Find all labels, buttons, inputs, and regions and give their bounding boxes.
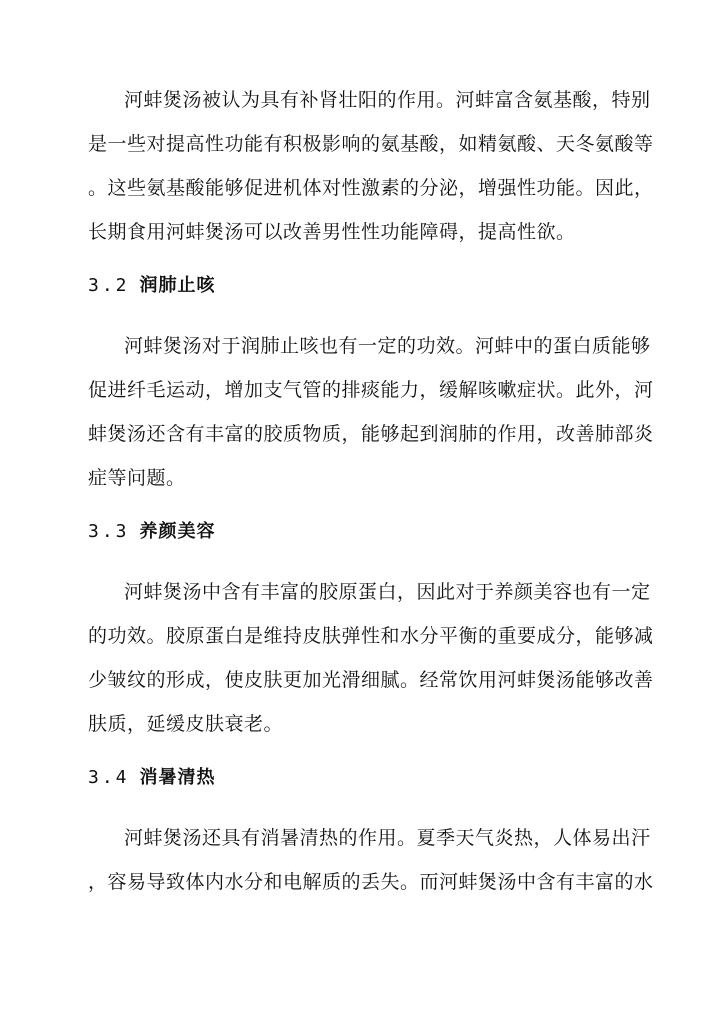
section-number: 3.4 [88, 767, 130, 788]
body-text-line: 症等问题。 [88, 467, 186, 489]
body-text-line: 蚌煲汤还含有丰富的胶质物质，能够起到润肺的作用，改善肺部炎 [88, 423, 654, 445]
body-text-line: 河蚌煲汤中含有丰富的胶原蛋白，因此对于养颜美容也有一定 [124, 581, 651, 603]
body-text-line: 肤质，延缓皮肤衰老。 [88, 713, 284, 735]
body-text-line: 少皱纹的形成，使皮肤更加光滑细腻。经常饮用河蚌煲汤能够改善 [88, 669, 654, 691]
section-heading-3-2 [88, 273, 216, 299]
body-text-line: 促进纤毛运动，增加支气管的排痰能力，缓解咳嗽症状。此外，河 [88, 379, 654, 401]
section-heading-3-3 [88, 519, 216, 545]
body-text-line: 河蚌煲汤被认为具有补肾壮阳的作用。河蚌富含氨基酸，特别 [124, 89, 651, 111]
section-title: 润肺止咳 [139, 275, 216, 296]
body-text-line: 河蚌煲汤还具有消暑清热的作用。夏季天气炎热，人体易出汗 [124, 827, 651, 849]
section-title: 消暑清热 [139, 767, 216, 788]
section-heading-3-4 [88, 765, 216, 791]
body-text-line: 。这些氨基酸能够促进机体对性激素的分泌，增强性功能。因此， [88, 177, 654, 199]
section-number: 3.2 [88, 275, 130, 296]
body-text-line: 河蚌煲汤对于润肺止咳也有一定的功效。河蚌中的蛋白质能够 [124, 335, 651, 357]
body-text-line: 的功效。胶原蛋白是维持皮肤弹性和水分平衡的重要成分，能够减 [88, 625, 654, 647]
body-text-line: ，容易导致体内水分和电解质的丢失。而河蚌煲汤中含有丰富的水 [88, 871, 654, 893]
section-number: 3.3 [88, 521, 130, 542]
body-text-line: 是一些对提高性功能有积极影响的氨基酸，如精氨酸、天冬氨酸等 [88, 133, 654, 155]
section-title: 养颜美容 [139, 521, 216, 542]
body-text-line: 长期食用河蚌煲汤可以改善男性性功能障碍，提高性欲。 [88, 221, 576, 243]
